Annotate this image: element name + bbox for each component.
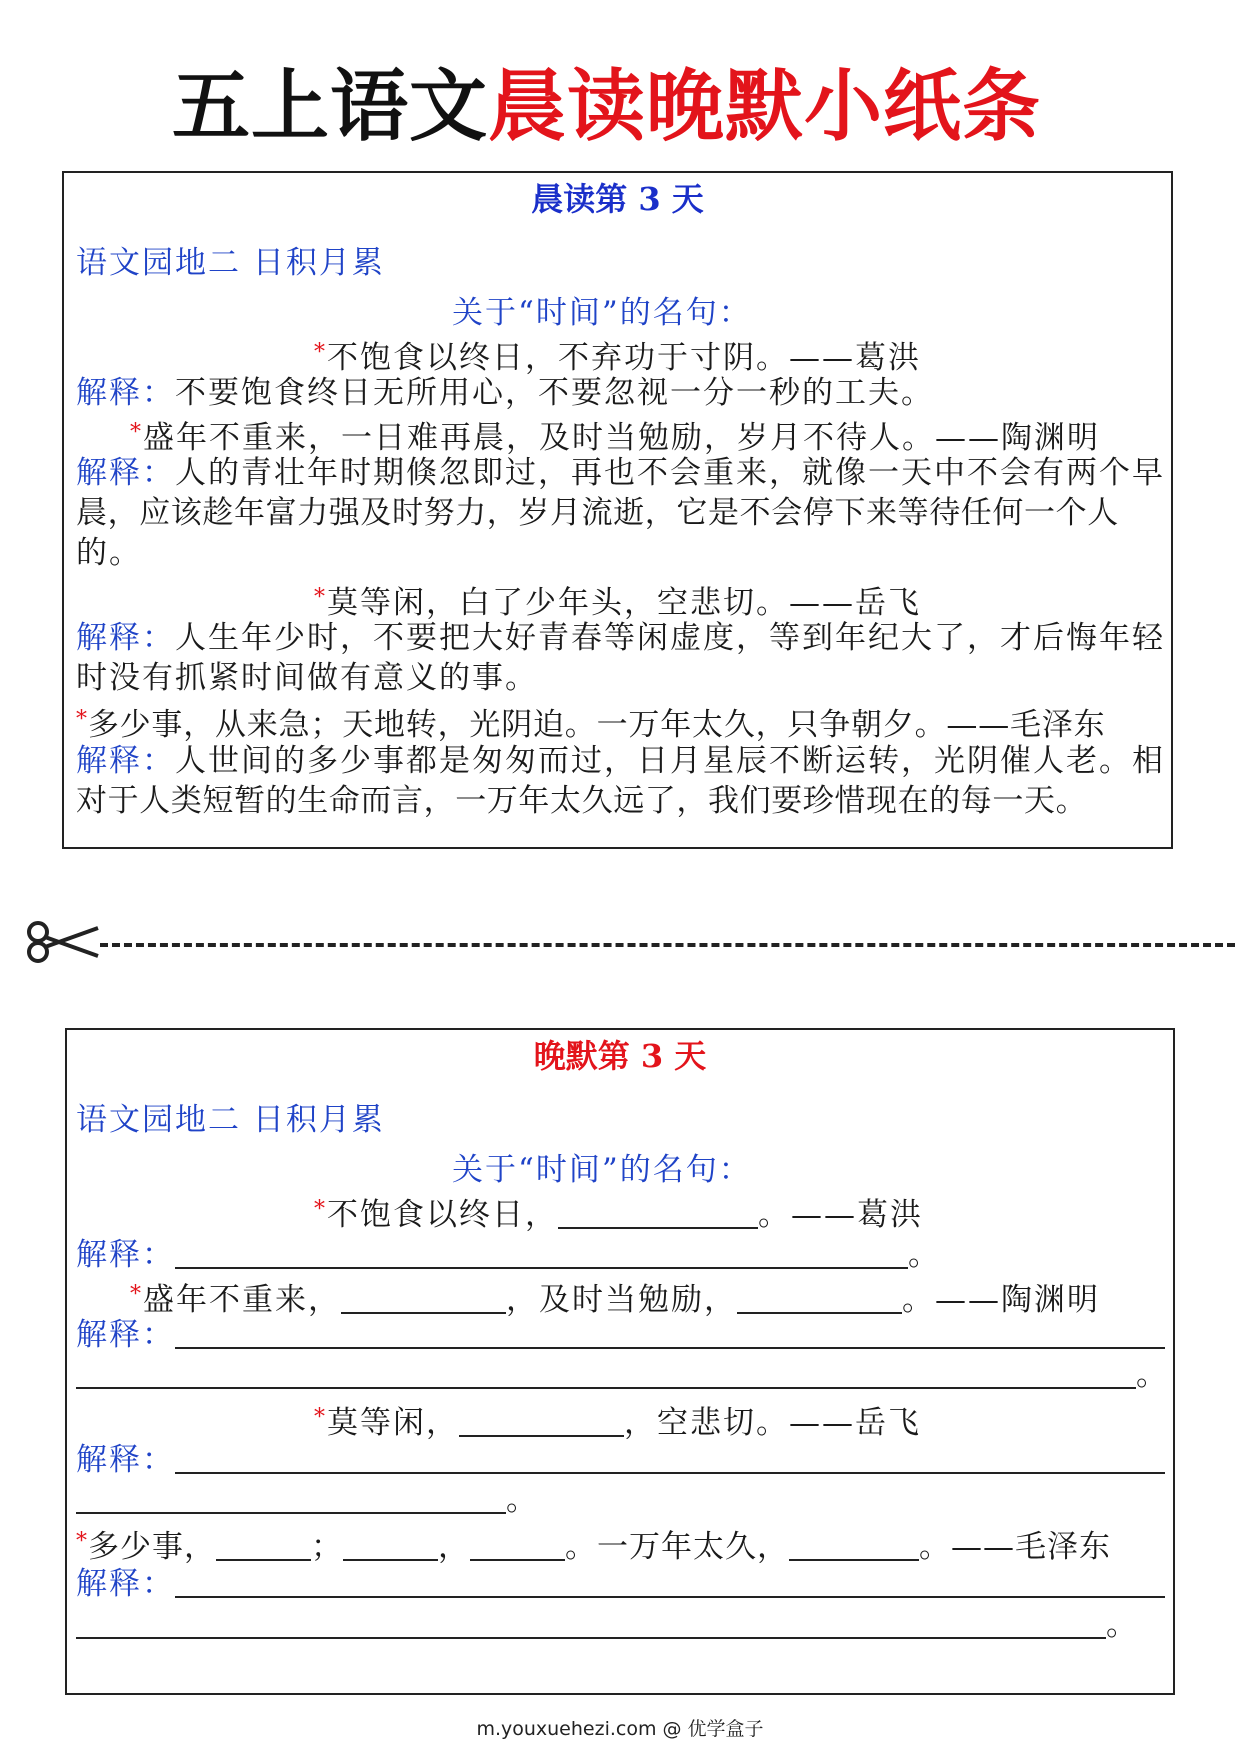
morning-section-title: 语文园地二 日积月累 xyxy=(76,245,385,281)
fill-blank[interactable] xyxy=(216,1529,311,1561)
evening-subtitle: 关于“时间”的名句： xyxy=(452,1152,752,1188)
fill-blank[interactable] xyxy=(558,1197,758,1229)
fill-blank[interactable] xyxy=(175,1442,1165,1474)
morning-quote-3: *莫等闲，白了少年头，空悲切。——岳飞 xyxy=(314,585,921,621)
evening-explain-3b: 。 xyxy=(76,1480,539,1520)
evening-explain-3a: 解释： xyxy=(76,1440,1165,1480)
morning-quote-1: *不饱食以终日，不弃功于寸阴。——葛洪 xyxy=(314,340,921,376)
evening-quote-4: *多少事， ； ， 。一万年太久， 。——毛泽东 xyxy=(76,1529,1111,1565)
morning-explain-1: 解释：不要饱食终日无所用心，不要忽视一分一秒的工夫。 xyxy=(76,375,934,411)
evening-explain-2a: 解释： xyxy=(76,1315,1165,1355)
evening-section-title: 语文园地二 日积月累 xyxy=(76,1102,385,1138)
evening-explain-2b: 。 xyxy=(76,1355,1169,1395)
evening-quote-3: *莫等闲， ，空悲切。——岳飞 xyxy=(314,1405,921,1441)
fill-blank[interactable] xyxy=(76,1482,506,1514)
star-icon: * xyxy=(314,585,327,610)
morning-explain-2b: 晨，应该趁年富力强及时努力，岁月流逝，它是不会停下来等待任何一个人 xyxy=(76,495,1119,531)
evening-explain-1: 解释： 。 xyxy=(76,1237,941,1273)
evening-quote-1: *不饱食以终日， 。——葛洪 xyxy=(314,1197,923,1233)
star-icon: * xyxy=(130,420,143,445)
morning-explain-4b: 对于人类短暂的生命而言，一万年太久远了，我们要珍惜现在的每一天。 xyxy=(76,783,1088,819)
evening-quote-2: *盛年不重来， ，及时当勉励， 。——陶渊明 xyxy=(130,1282,1100,1318)
star-icon: * xyxy=(76,707,88,732)
fill-blank[interactable] xyxy=(343,1529,438,1561)
star-icon: * xyxy=(314,1197,327,1222)
footer-credit: m.youxuehezi.com @ 优学盒子 xyxy=(476,1718,764,1740)
morning-reading-card xyxy=(62,171,1173,849)
morning-explain-3a: 解释：人生年少时，不要把大好青春等闲虚度，等到年纪大了，才后悔年轻 xyxy=(76,620,1165,656)
morning-explain-2a: 解释：人的青壮年时期倏忽即过，再也不会重来，就像一天中不会有两个早 xyxy=(76,455,1165,491)
evening-heading: 晚默第 3 天 xyxy=(533,1037,707,1075)
evening-explain-4a: 解释： xyxy=(76,1564,1165,1604)
fill-blank[interactable] xyxy=(789,1529,919,1561)
morning-quote-4: *多少事，从来急；天地转，光阴迫。一万年太久，只争朝夕。——毛泽东 xyxy=(76,707,1106,743)
morning-explain-2c: 的。 xyxy=(76,535,142,571)
fill-blank[interactable] xyxy=(175,1566,1165,1598)
morning-explain-3b: 时没有抓紧时间做有意义的事。 xyxy=(76,660,538,696)
fill-blank[interactable] xyxy=(459,1405,624,1437)
star-icon: * xyxy=(130,1282,143,1307)
star-icon: * xyxy=(76,1529,88,1554)
morning-explain-4a: 解释：人世间的多少事都是匆匆而过，日月星辰不断运转，光阴催人老。相 xyxy=(76,743,1165,779)
fill-blank[interactable] xyxy=(175,1317,1165,1349)
page-title xyxy=(172,62,1072,152)
star-icon: * xyxy=(314,1405,327,1430)
morning-subtitle: 关于“时间”的名句： xyxy=(452,295,752,331)
fill-blank[interactable] xyxy=(737,1282,902,1314)
fill-blank[interactable] xyxy=(76,1357,1136,1389)
star-icon: * xyxy=(314,340,327,365)
evening-explain-4b: 。 xyxy=(76,1605,1139,1645)
scissors-icon xyxy=(24,920,104,968)
morning-quote-2: *盛年不重来，一日难再晨，及时当勉励，岁月不待人。——陶渊明 xyxy=(130,420,1100,456)
fill-blank[interactable] xyxy=(175,1237,908,1269)
fill-blank[interactable] xyxy=(76,1607,1106,1639)
fill-blank[interactable] xyxy=(470,1529,565,1561)
title-red-part: 晨读晚默小纸条 xyxy=(488,62,1042,152)
title-black-part: 五上语文 xyxy=(172,62,489,152)
cut-line xyxy=(100,943,1235,947)
evening-dictation-card xyxy=(65,1028,1175,1695)
morning-heading: 晨读第 3 天 xyxy=(531,180,704,218)
fill-blank[interactable] xyxy=(341,1282,506,1314)
